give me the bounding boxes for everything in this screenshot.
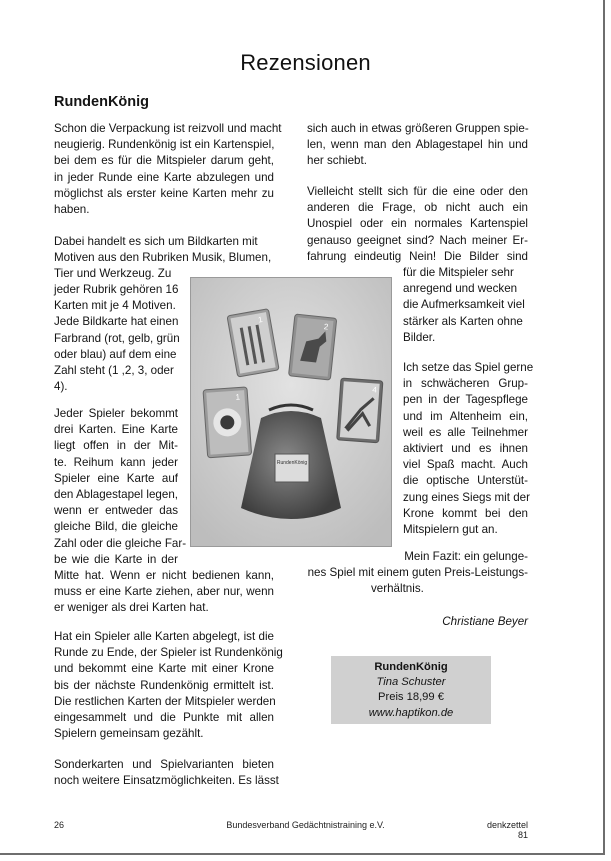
right-paragraph-2-wrap: für die Mitspieler sehr anregend und wecken die Aufmerksamkeit viel stärker als Karten ohne Bilder. [403,266,525,344]
right-paragraph-2: Vielleicht stellt sich für die eine oder den anderen die Frage, ob nicht auch ein Unospiel oder ein normales Kartenspiel genauso geeignet sind? Nach meiner Er- fahrung eindeutig Nein! Die Bilder sind [307,185,528,263]
product-author: Tina Schuster [376,676,446,689]
card-number: 1 [257,314,264,325]
bag-label: RundenKönig [276,460,308,466]
card-pliers [337,378,383,443]
product-price: Preis 18,99 € [378,691,444,704]
left-paragraph-1: Schon die Verpackung ist reizvoll und macht neugierig. Rundenkönig ist ein Kartenspiel, bei dem es für die Mitspieler darum geht, in jeder Runde eine Karte abzulegen und möglichst als erster keine Karten mehr zu haben. [54,122,282,217]
page-number: 26 [54,820,65,830]
right-paragraph-4: Mein Fazit: ein gelunge- nes Spiel mit einem guten Preis-Leistungs- verhältnis. [307,550,528,596]
magazine-issue: denkzettel 81 [486,820,528,840]
left-paragraph-3-wrap: Jeder Spieler bekommt drei Karten. Eine Karte liegt offen in der Mit- te. Reihum kann jeder Spieler eine Karte auf den Ablagestapel legen, wenn er entweder das gleiche Bild, die gleiche Zahl oder die gleiche Far- be wie die Karte in der [54,407,187,566]
card-number: 1 [235,392,241,402]
product-name: RundenKönig [374,661,448,673]
review-title: RundenKönig [54,94,150,110]
card-sunflower [203,387,252,458]
right-paragraph-1: sich auch in etwas größeren Gruppen spie- len, wenn man den Ablagestapel hin und her schiebt. [307,122,529,168]
right-paragraph-3: Ich setze das Spiel gerne in schwächeren Grup- pen in der Tagespflege und im Altenheim ein, weil es alle Teilnehmer aktiviert und es ihnen viel Spaß macht. Auch die optische Unterstüt- zung eines Siegs mit der Krone kommt bei den Mitspielern gut an. [403,361,534,537]
left-paragraph-4: Hat ein Spieler alle Karten abgelegt, ist die Runde zu Ende, der Spieler ist Rundenkönig und bekommt eine Karte mit einer Krone bis der nächste Rundenkönig ermittelt ist. Die restlichen Karten der Mitspieler werden eingesammelt und die Punkte mit allen Spielern gemeinsam gezählt. [54,630,283,741]
game-photo [190,277,392,547]
product-website-link[interactable]: www.haptikon.de [368,706,454,719]
game-photo-illustration [191,278,391,546]
card-horse [289,314,337,380]
card-number: 4 [371,385,378,395]
page-title: Rezensionen [240,50,371,75]
left-paragraph-5: Sonderkarten und Spielvarianten bieten noch weitere Einsatzmöglichkeiten. Es lässt [54,758,279,788]
left-paragraph-3-full: Mitte hat. Wenn er nicht bedienen kann, muss er eine Karte ziehen, aber nur, wenn er weniger als drei Karten hat. [54,569,274,615]
left-paragraph-2-wrap: jeder Rubrik gehören 16 Karten mit je 4 Motiven. Jede Bildkarte hat einen Farbrand (rot, gelb, grün oder blau) auf dem eine Zahl steht (1 ,2, 3, oder 4). [54,283,180,394]
left-paragraph-2-top: Dabei handelt es sich um Bildkarten mit Motiven aus den Rubriken Musik, Blumen, Tier und Werkzeug. Zu [54,235,272,281]
card-number: 2 [323,322,329,332]
review-author: Christiane Beyer [442,615,528,628]
publisher-name: Bundesverband Gedächtnistraining e.V. [226,820,385,830]
product-info-box [331,656,491,724]
